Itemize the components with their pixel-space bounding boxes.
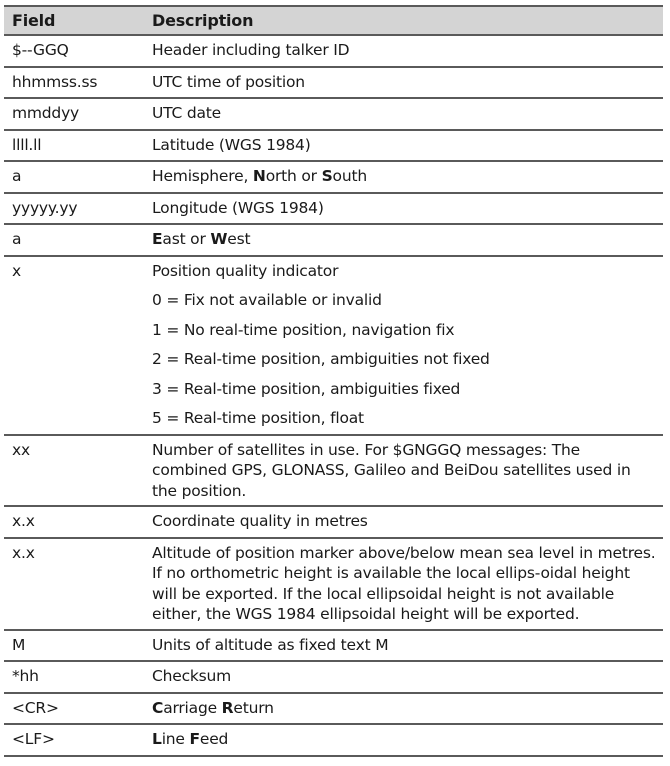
table-row	[4, 193, 663, 225]
quality-value-line: 3 = Real-time position, ambiguities fixed	[152, 379, 461, 398]
field-cell: x	[12, 261, 21, 280]
description-cell: Hemisphere, North or South	[152, 167, 367, 185]
field-cell: <CR>	[12, 698, 59, 717]
field-cell: a	[12, 167, 22, 185]
table-row	[4, 693, 663, 725]
description-cell: Position quality indicator	[152, 261, 339, 280]
table-row	[4, 256, 663, 435]
description-cell: Coordinate quality in metres	[152, 512, 368, 530]
quality-value-line: 5 = Real-time position, float	[152, 409, 364, 427]
field-cell: xx	[12, 440, 30, 459]
description-cell: East or West	[152, 230, 251, 248]
field-cell: $--GGQ	[12, 41, 69, 59]
table-row	[4, 724, 663, 756]
description-cell: Units of altitude as fixed text M	[152, 635, 389, 654]
field-cell: yyyyy.yy	[12, 198, 78, 217]
description-cell: Latitude (WGS 1984)	[152, 135, 311, 154]
table-row	[4, 224, 663, 256]
quality-value-line: 0 = Fix not available or invalid	[152, 291, 382, 309]
table-row	[4, 435, 663, 507]
description-cell: Number of satellites in use. For $GNGGQ messages: The combined GPS, GLONASS, Galileo and BeiDou satellites used in the position.	[152, 440, 631, 500]
description-cell: Header including talker ID	[152, 41, 350, 59]
table-header-row	[4, 6, 663, 35]
table-row	[4, 98, 663, 130]
description-cell: Checksum	[152, 667, 232, 685]
field-cell: llll.ll	[12, 135, 42, 154]
description-cell: Carriage Return	[152, 698, 274, 717]
field-cell: x.x	[12, 512, 35, 530]
table-row	[4, 67, 663, 99]
column-header-field: Field	[12, 11, 56, 30]
table-row	[4, 661, 663, 693]
field-cell: M	[12, 635, 26, 654]
nmea-ggq-field-table	[4, 5, 663, 757]
field-cell: mmddyy	[12, 104, 80, 122]
field-cell: <LF>	[12, 730, 55, 748]
field-cell: x.x	[12, 543, 35, 562]
table-row	[4, 538, 663, 630]
table-row	[4, 506, 663, 538]
description-cell: Longitude (WGS 1984)	[152, 198, 324, 217]
description-cell: UTC time of position	[152, 72, 305, 91]
description-cell: Altitude of position marker above/below mean sea level in metres. If no orthometric height is available the local ellips-oidal height will be exported. If the local ellipsoidal height is not available either, the WGS 1984 ellipsoidal height will be exported.	[152, 543, 656, 623]
table-row	[4, 130, 663, 162]
description-cell: UTC date	[152, 104, 222, 122]
column-header-description: Description	[152, 11, 254, 30]
table-row	[4, 630, 663, 662]
quality-value-line: 1 = No real-time position, navigation fix	[152, 320, 455, 339]
table-row	[4, 35, 663, 67]
field-cell: a	[12, 230, 22, 248]
table-row	[4, 161, 663, 193]
field-cell: *hh	[12, 667, 39, 685]
description-cell: Line Feed	[152, 730, 229, 748]
quality-value-line: 2 = Real-time position, ambiguities not fixed	[152, 350, 490, 368]
field-cell: hhmmss.ss	[12, 72, 98, 91]
